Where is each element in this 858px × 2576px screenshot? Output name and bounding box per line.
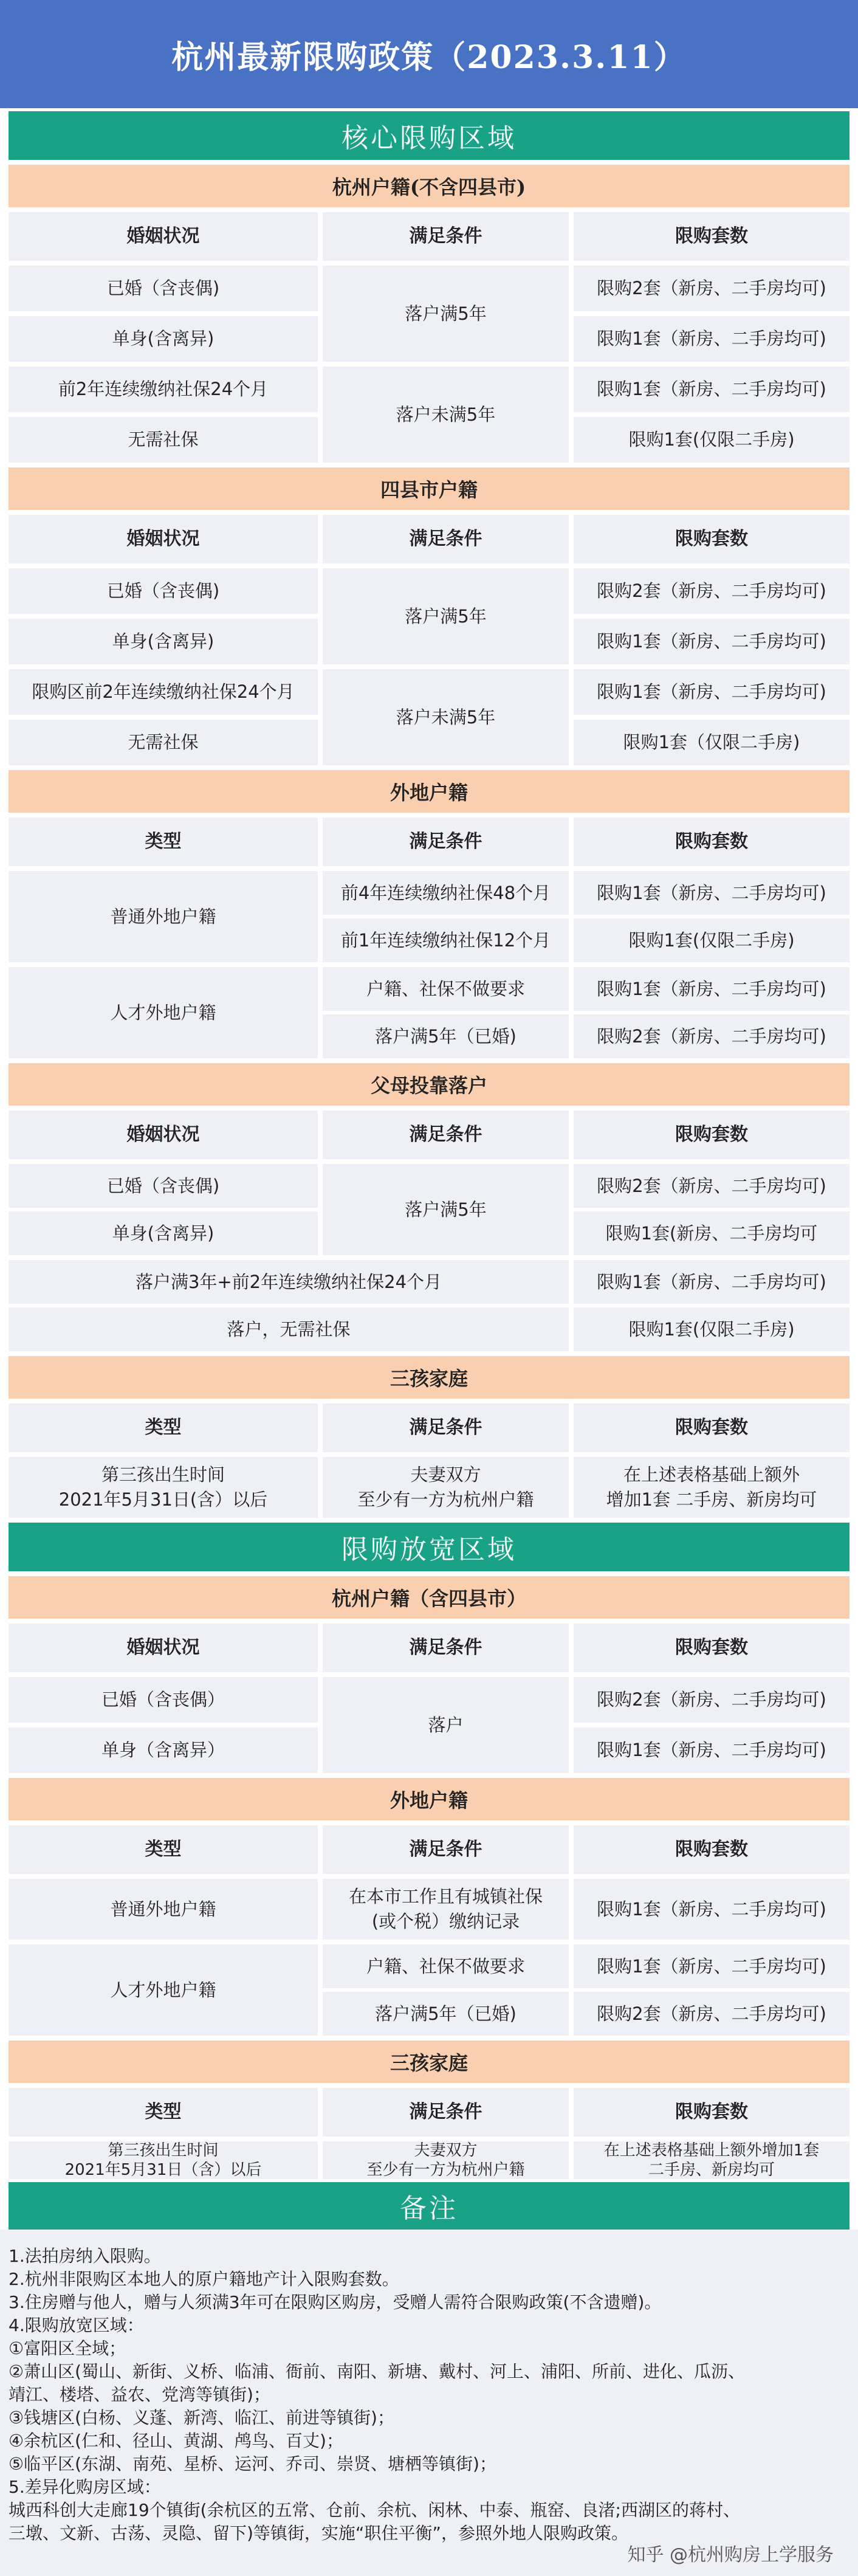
limit-1: 限购1套（新房、二手房均可) bbox=[574, 1727, 849, 1773]
cond-hukou-lt5: 落户未满5年 bbox=[323, 367, 569, 463]
col-header-marriage: 婚姻状况 bbox=[9, 212, 318, 261]
col-header-condition: 满足条件 bbox=[323, 818, 569, 866]
limit-extra: 在上述表格基础上额外增加1套 二手房、新房均可 bbox=[574, 2141, 849, 2179]
note-line: ④余杭区(仁和、径山、黄湖、鸬鸟、百丈)； bbox=[9, 2431, 343, 2451]
col-header-limit: 限购套数 bbox=[574, 1624, 849, 1672]
limit-1: 限购1套（新房、二手房均可) bbox=[574, 1944, 849, 1988]
cond-no-requirement: 户籍、社保不做要求 bbox=[323, 1944, 569, 1988]
note-line: 城西科创大走廊19个镇街(余杭区的五常、仓前、余杭、闲林、中泰、瓶窑、良渚;西湖区的蒋村、 bbox=[9, 2500, 740, 2520]
section-header-hz-hukou-all: 杭州户籍（含四县市） bbox=[9, 1576, 849, 1619]
note-line: 2.杭州非限购区本地人的原户籍地产计入限购套数。 bbox=[9, 2269, 399, 2289]
row-talent-outside: 人才外地户籍 bbox=[9, 1944, 318, 2036]
limit-1: 限购1套（新房、二手房均可) bbox=[574, 871, 849, 915]
zone-loose-header: 限购放宽区域 bbox=[9, 1523, 849, 1571]
col-header-limit: 限购套数 bbox=[574, 1111, 849, 1159]
zone-core-header: 核心限购区域 bbox=[9, 111, 849, 160]
col-header-condition: 满足条件 bbox=[323, 1111, 569, 1159]
col-header-condition: 满足条件 bbox=[323, 1624, 569, 1672]
section-header-three-child: 三孩家庭 bbox=[9, 1356, 849, 1399]
col-header-type: 类型 bbox=[9, 1403, 318, 1452]
col-header-marriage: 婚姻状况 bbox=[9, 1111, 318, 1159]
row-talent-outside: 人才外地户籍 bbox=[9, 967, 318, 1058]
cond-hukou5: 落户满5年 bbox=[323, 266, 569, 362]
row-normal-outside: 普通外地户籍 bbox=[9, 1879, 318, 1940]
col-header-limit: 限购套数 bbox=[574, 515, 849, 563]
section-header-outside-hukou: 外地户籍 bbox=[9, 770, 849, 813]
row-no-ss: 无需社保 bbox=[9, 417, 318, 463]
section-header-four-county: 四县市户籍 bbox=[9, 467, 849, 510]
limit-2: 限购2套（新房、二手房均可) bbox=[574, 1677, 849, 1723]
cond-hukou5: 落户满5年 bbox=[323, 568, 569, 664]
limit-1-second: 限购1套(仅限二手房) bbox=[574, 1307, 849, 1351]
limit-1: 限购1套（新房、二手房均可) bbox=[574, 619, 849, 664]
limit-2: 限购2套（新房、二手房均可) bbox=[574, 1164, 849, 1208]
limit-2: 限购2套（新房、二手房均可) bbox=[574, 1992, 849, 2036]
cond-couple-hukou: 夫妻双方 至少有一方为杭州户籍 bbox=[323, 1457, 569, 1518]
limit-2: 限购2套（新房、二手房均可) bbox=[574, 568, 849, 614]
cond-12-months: 前1年连续缴纳社保12个月 bbox=[323, 918, 569, 962]
note-line: ①富阳区全域； bbox=[9, 2338, 126, 2358]
limit-1-second: 限购1套(仅限二手房) bbox=[574, 417, 849, 463]
watermark-text: 知乎 @杭州购房上学服务 bbox=[627, 2544, 834, 2566]
cond-hukou5: 落户满5年 bbox=[323, 1164, 569, 1255]
note-line: 三墩、文新、古荡、灵隐、留下)等镇街，实施“职住平衡”，参照外地人限购政策。 bbox=[9, 2523, 628, 2543]
row-prev2yr: 前2年连续缴纳社保24个月 bbox=[9, 367, 318, 412]
col-header-marriage: 婚姻状况 bbox=[9, 1624, 318, 1672]
cond-no-requirement: 户籍、社保不做要求 bbox=[323, 967, 569, 1011]
col-header-limit: 限购套数 bbox=[574, 818, 849, 866]
col-header-condition: 满足条件 bbox=[323, 2088, 569, 2137]
cond-hukou5-married: 落户满5年（已婚) bbox=[323, 1014, 569, 1058]
cond-work-ss: 在本市工作且有城镇社保 (或个税）缴纳记录 bbox=[323, 1879, 569, 1940]
section-header-outside-hukou-2: 外地户籍 bbox=[9, 1778, 849, 1820]
row-parents-3yr: 落户满3年+前2年连续缴纳社保24个月 bbox=[9, 1260, 569, 1304]
note-line: 靖江、楼塔、益农、党湾等镇街)； bbox=[9, 2385, 270, 2405]
note-line: 3.住房赠与他人，赠与人须满3年可在限购区购房，受赠人需符合限购政策(不含遗赠)。 bbox=[9, 2292, 662, 2312]
limit-1: 限购1套（新房、二手房均可) bbox=[574, 367, 849, 412]
row-married: 已婚（含丧偶) bbox=[9, 1164, 318, 1208]
row-single: 单身（含离异） bbox=[9, 1727, 318, 1773]
note-line: 5.差异化购房区域： bbox=[9, 2477, 161, 2497]
row-single: 单身(含离异) bbox=[9, 619, 318, 664]
col-header-type: 类型 bbox=[9, 1825, 318, 1874]
col-header-limit: 限购套数 bbox=[574, 1825, 849, 1874]
cond-hukou: 落户 bbox=[323, 1677, 569, 1773]
limit-1: 限购1套（新房、二手房均可) bbox=[574, 669, 849, 715]
cond-hukou-lt5: 落户未满5年 bbox=[323, 669, 569, 765]
row-parents-no-ss: 落户，无需社保 bbox=[9, 1307, 569, 1351]
col-header-condition: 满足条件 bbox=[323, 1825, 569, 1874]
limit-1: 限购1套（新房、二手房均可) bbox=[574, 316, 849, 362]
row-single: 单身(含离异) bbox=[9, 316, 318, 362]
limit-1: 限购1套（新房、二手房均可) bbox=[574, 1879, 849, 1940]
note-line: 1.法拍房纳入限购。 bbox=[9, 2246, 161, 2266]
col-header-limit: 限购套数 bbox=[574, 212, 849, 261]
limit-1: 限购1套（新房、二手房均可) bbox=[574, 1260, 849, 1304]
note-line: ②萧山区(蜀山、新街、义桥、临浦、衙前、南阳、新塘、戴村、河上、浦阳、所前、进化、瓜沥、 bbox=[9, 2361, 746, 2381]
row-single: 单身(含离异) bbox=[9, 1211, 318, 1255]
note-line: ⑤临平区(东湖、南苑、星桥、运河、乔司、崇贤、塘栖等镇街)； bbox=[9, 2454, 496, 2474]
row-married: 已婚（含丧偶) bbox=[9, 266, 318, 311]
col-header-limit: 限购套数 bbox=[574, 2088, 849, 2137]
col-header-limit: 限购套数 bbox=[574, 1403, 849, 1452]
section-header-hz-hukou: 杭州户籍(不含四县市) bbox=[9, 165, 849, 207]
limit-1: 限购1套(新房、二手房均可 bbox=[574, 1211, 849, 1255]
limit-2: 限购2套（新房、二手房均可) bbox=[574, 1014, 849, 1058]
notes-header: 备注 bbox=[9, 2182, 849, 2230]
limit-2: 限购2套（新房、二手房均可) bbox=[574, 266, 849, 311]
cond-couple-hukou: 夫妻双方 至少有一方为杭州户籍 bbox=[323, 2141, 569, 2179]
note-line: ③钱塘区(白杨、义蓬、新湾、临江、前进等镇街)； bbox=[9, 2408, 394, 2428]
row-normal-outside: 普通外地户籍 bbox=[9, 871, 318, 962]
col-header-type: 类型 bbox=[9, 2088, 318, 2137]
row-prev2yr: 限购区前2年连续缴纳社保24个月 bbox=[9, 669, 318, 715]
col-header-condition: 满足条件 bbox=[323, 515, 569, 563]
row-third-birth: 第三孩出生时间 2021年5月31日（含）以后 bbox=[9, 2141, 318, 2179]
col-header-marriage: 婚姻状况 bbox=[9, 515, 318, 563]
row-married: 已婚（含丧偶) bbox=[9, 568, 318, 614]
note-line: 4.限购放宽区域： bbox=[9, 2315, 144, 2335]
cond-hukou5-married: 落户满5年（已婚) bbox=[323, 1992, 569, 2036]
cond-48-months: 前4年连续缴纳社保48个月 bbox=[323, 871, 569, 915]
limit-1-second: 限购1套(仅限二手房) bbox=[574, 918, 849, 962]
section-header-parents: 父母投靠落户 bbox=[9, 1063, 849, 1106]
section-header-three-child-2: 三孩家庭 bbox=[9, 2040, 849, 2083]
col-header-condition: 满足条件 bbox=[323, 1403, 569, 1452]
col-header-condition: 满足条件 bbox=[323, 212, 569, 261]
row-married: 已婚（含丧偶） bbox=[9, 1677, 318, 1723]
col-header-type: 类型 bbox=[9, 818, 318, 866]
limit-1: 限购1套（新房、二手房均可) bbox=[574, 967, 849, 1011]
limit-extra: 在上述表格基础上额外 增加1套 二手房、新房均可 bbox=[574, 1457, 849, 1518]
limit-1-second: 限购1套（仅限二手房) bbox=[574, 720, 849, 765]
row-no-ss: 无需社保 bbox=[9, 720, 318, 765]
row-third-birth: 第三孩出生时间 2021年5月31日(含）以后 bbox=[9, 1457, 318, 1518]
page-title: 杭州最新限购政策（2023.3.11） bbox=[0, 0, 858, 108]
